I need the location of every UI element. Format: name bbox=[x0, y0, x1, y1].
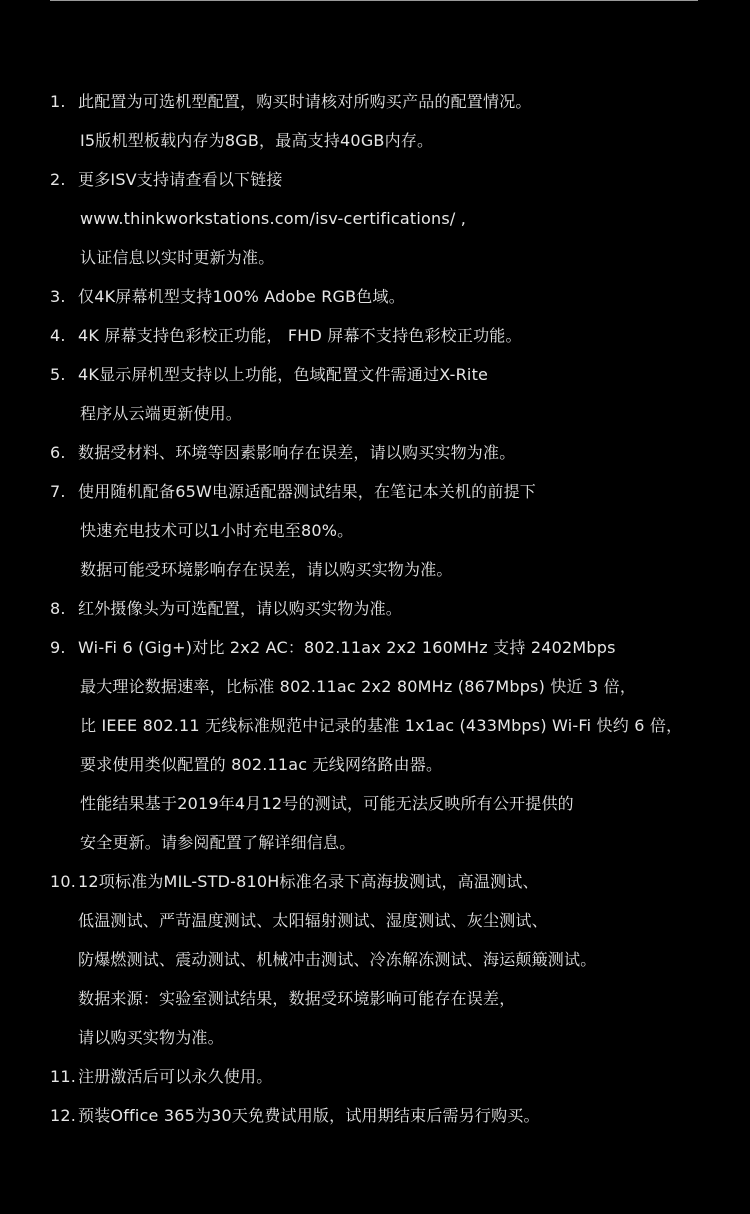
note-text: 注册激活后可以永久使用。 bbox=[78, 1067, 273, 1086]
note-text: 4K 屏幕支持色彩校正功能， FHD 屏幕不支持色彩校正功能。 bbox=[78, 326, 522, 345]
note-6 bbox=[0, 433, 750, 472]
isv-certification-link[interactable]: www.thinkworkstations.com/isv-certifications/ , bbox=[80, 209, 467, 228]
note-continuation bbox=[0, 706, 750, 745]
note-number: 4. bbox=[50, 326, 66, 345]
note-number: 1. bbox=[50, 92, 66, 111]
note-number: 3. bbox=[50, 287, 66, 306]
top-divider bbox=[50, 0, 698, 1]
note-text: 12项标准为MIL-STD-810H标准名录下高海拔测试，高温测试、 bbox=[78, 872, 539, 891]
note-4 bbox=[0, 316, 750, 355]
note-number: 2. bbox=[50, 170, 66, 189]
note-continuation bbox=[0, 823, 750, 862]
note-text: 此配置为可选机型配置，购买时请核对所购买产品的配置情况。 bbox=[78, 92, 532, 111]
note-continuation bbox=[0, 901, 750, 940]
note-continuation bbox=[0, 238, 750, 277]
note-text: 比 IEEE 802.11 无线标准规范中记录的基准 1x1ac (433Mbps) Wi-Fi 快约 6 倍， bbox=[80, 716, 683, 735]
note-continuation bbox=[0, 784, 750, 823]
note-text: 请以购买实物为准。 bbox=[78, 1028, 224, 1047]
note-text: 低温测试、严苛温度测试、太阳辐射测试、湿度测试、灰尘测试、 bbox=[78, 911, 548, 930]
note-text: 使用随机配备65W电源适配器测试结果，在笔记本关机的前提下 bbox=[78, 482, 536, 501]
note-continuation bbox=[0, 121, 750, 160]
note-9 bbox=[0, 628, 750, 667]
note-text: 数据受材料、环境等因素影响存在误差，请以购买实物为准。 bbox=[78, 443, 516, 462]
note-number: 5. bbox=[50, 365, 66, 384]
note-text: 防爆燃测试、震动测试、机械冲击测试、冷冻解冻测试、海运颠簸测试。 bbox=[78, 950, 597, 969]
note-text: 性能结果基于2019年4月12号的测试，可能无法反映所有公开提供的 bbox=[80, 794, 574, 813]
note-2 bbox=[0, 160, 750, 199]
note-number: 12. bbox=[50, 1106, 77, 1125]
note-1 bbox=[0, 82, 750, 121]
note-12 bbox=[0, 1096, 750, 1135]
note-text: 仅4K屏幕机型支持100% Adobe RGB色域。 bbox=[78, 287, 405, 306]
note-10 bbox=[0, 862, 750, 901]
note-text: 快速充电技术可以1小时充电至80%。 bbox=[80, 521, 354, 540]
note-number: 9. bbox=[50, 638, 66, 657]
note-text: 更多ISV支持请查看以下链接 bbox=[78, 170, 283, 189]
note-text: 要求使用类似配置的 802.11ac 无线网络路由器。 bbox=[80, 755, 443, 774]
note-11 bbox=[0, 1057, 750, 1096]
note-5 bbox=[0, 355, 750, 394]
note-continuation bbox=[0, 199, 750, 238]
note-text: 数据可能受环境影响存在误差，请以购买实物为准。 bbox=[80, 560, 453, 579]
note-number: 8. bbox=[50, 599, 66, 618]
note-continuation bbox=[0, 667, 750, 706]
note-text: 认证信息以实时更新为准。 bbox=[80, 248, 275, 267]
note-continuation bbox=[0, 511, 750, 550]
note-text: 最大理论数据速率，比标准 802.11ac 2x2 80MHz (867Mbps) 快近 3 倍， bbox=[80, 677, 637, 696]
note-number: 11. bbox=[50, 1067, 77, 1086]
note-7 bbox=[0, 472, 750, 511]
note-text: 预装Office 365为30天免费试用版，试用期结束后需另行购买。 bbox=[78, 1106, 540, 1125]
note-8 bbox=[0, 589, 750, 628]
note-text: 安全更新。请参阅配置了解详细信息。 bbox=[80, 833, 356, 852]
note-number: 7. bbox=[50, 482, 66, 501]
note-continuation bbox=[0, 745, 750, 784]
footnotes-list bbox=[0, 82, 750, 1135]
note-text: Wi-Fi 6 (Gig+)对比 2x2 AC：802.11ax 2x2 160MHz 支持 2402Mbps bbox=[78, 638, 616, 657]
note-text: I5版机型板载内存为8GB，最高支持40GB内存。 bbox=[80, 131, 434, 150]
note-text: 红外摄像头为可选配置，请以购买实物为准。 bbox=[78, 599, 403, 618]
note-continuation bbox=[0, 550, 750, 589]
note-continuation bbox=[0, 979, 750, 1018]
note-text: 数据来源：实验室测试结果，数据受环境影响可能存在误差， bbox=[78, 989, 516, 1008]
note-continuation bbox=[0, 394, 750, 433]
note-3 bbox=[0, 277, 750, 316]
note-text: 4K显示屏机型支持以上功能，色域配置文件需通过X-Rite bbox=[78, 365, 489, 384]
note-number: 6. bbox=[50, 443, 66, 462]
note-continuation bbox=[0, 940, 750, 979]
note-text: 程序从云端更新使用。 bbox=[80, 404, 243, 423]
note-continuation bbox=[0, 1018, 750, 1057]
note-number: 10. bbox=[50, 872, 77, 891]
